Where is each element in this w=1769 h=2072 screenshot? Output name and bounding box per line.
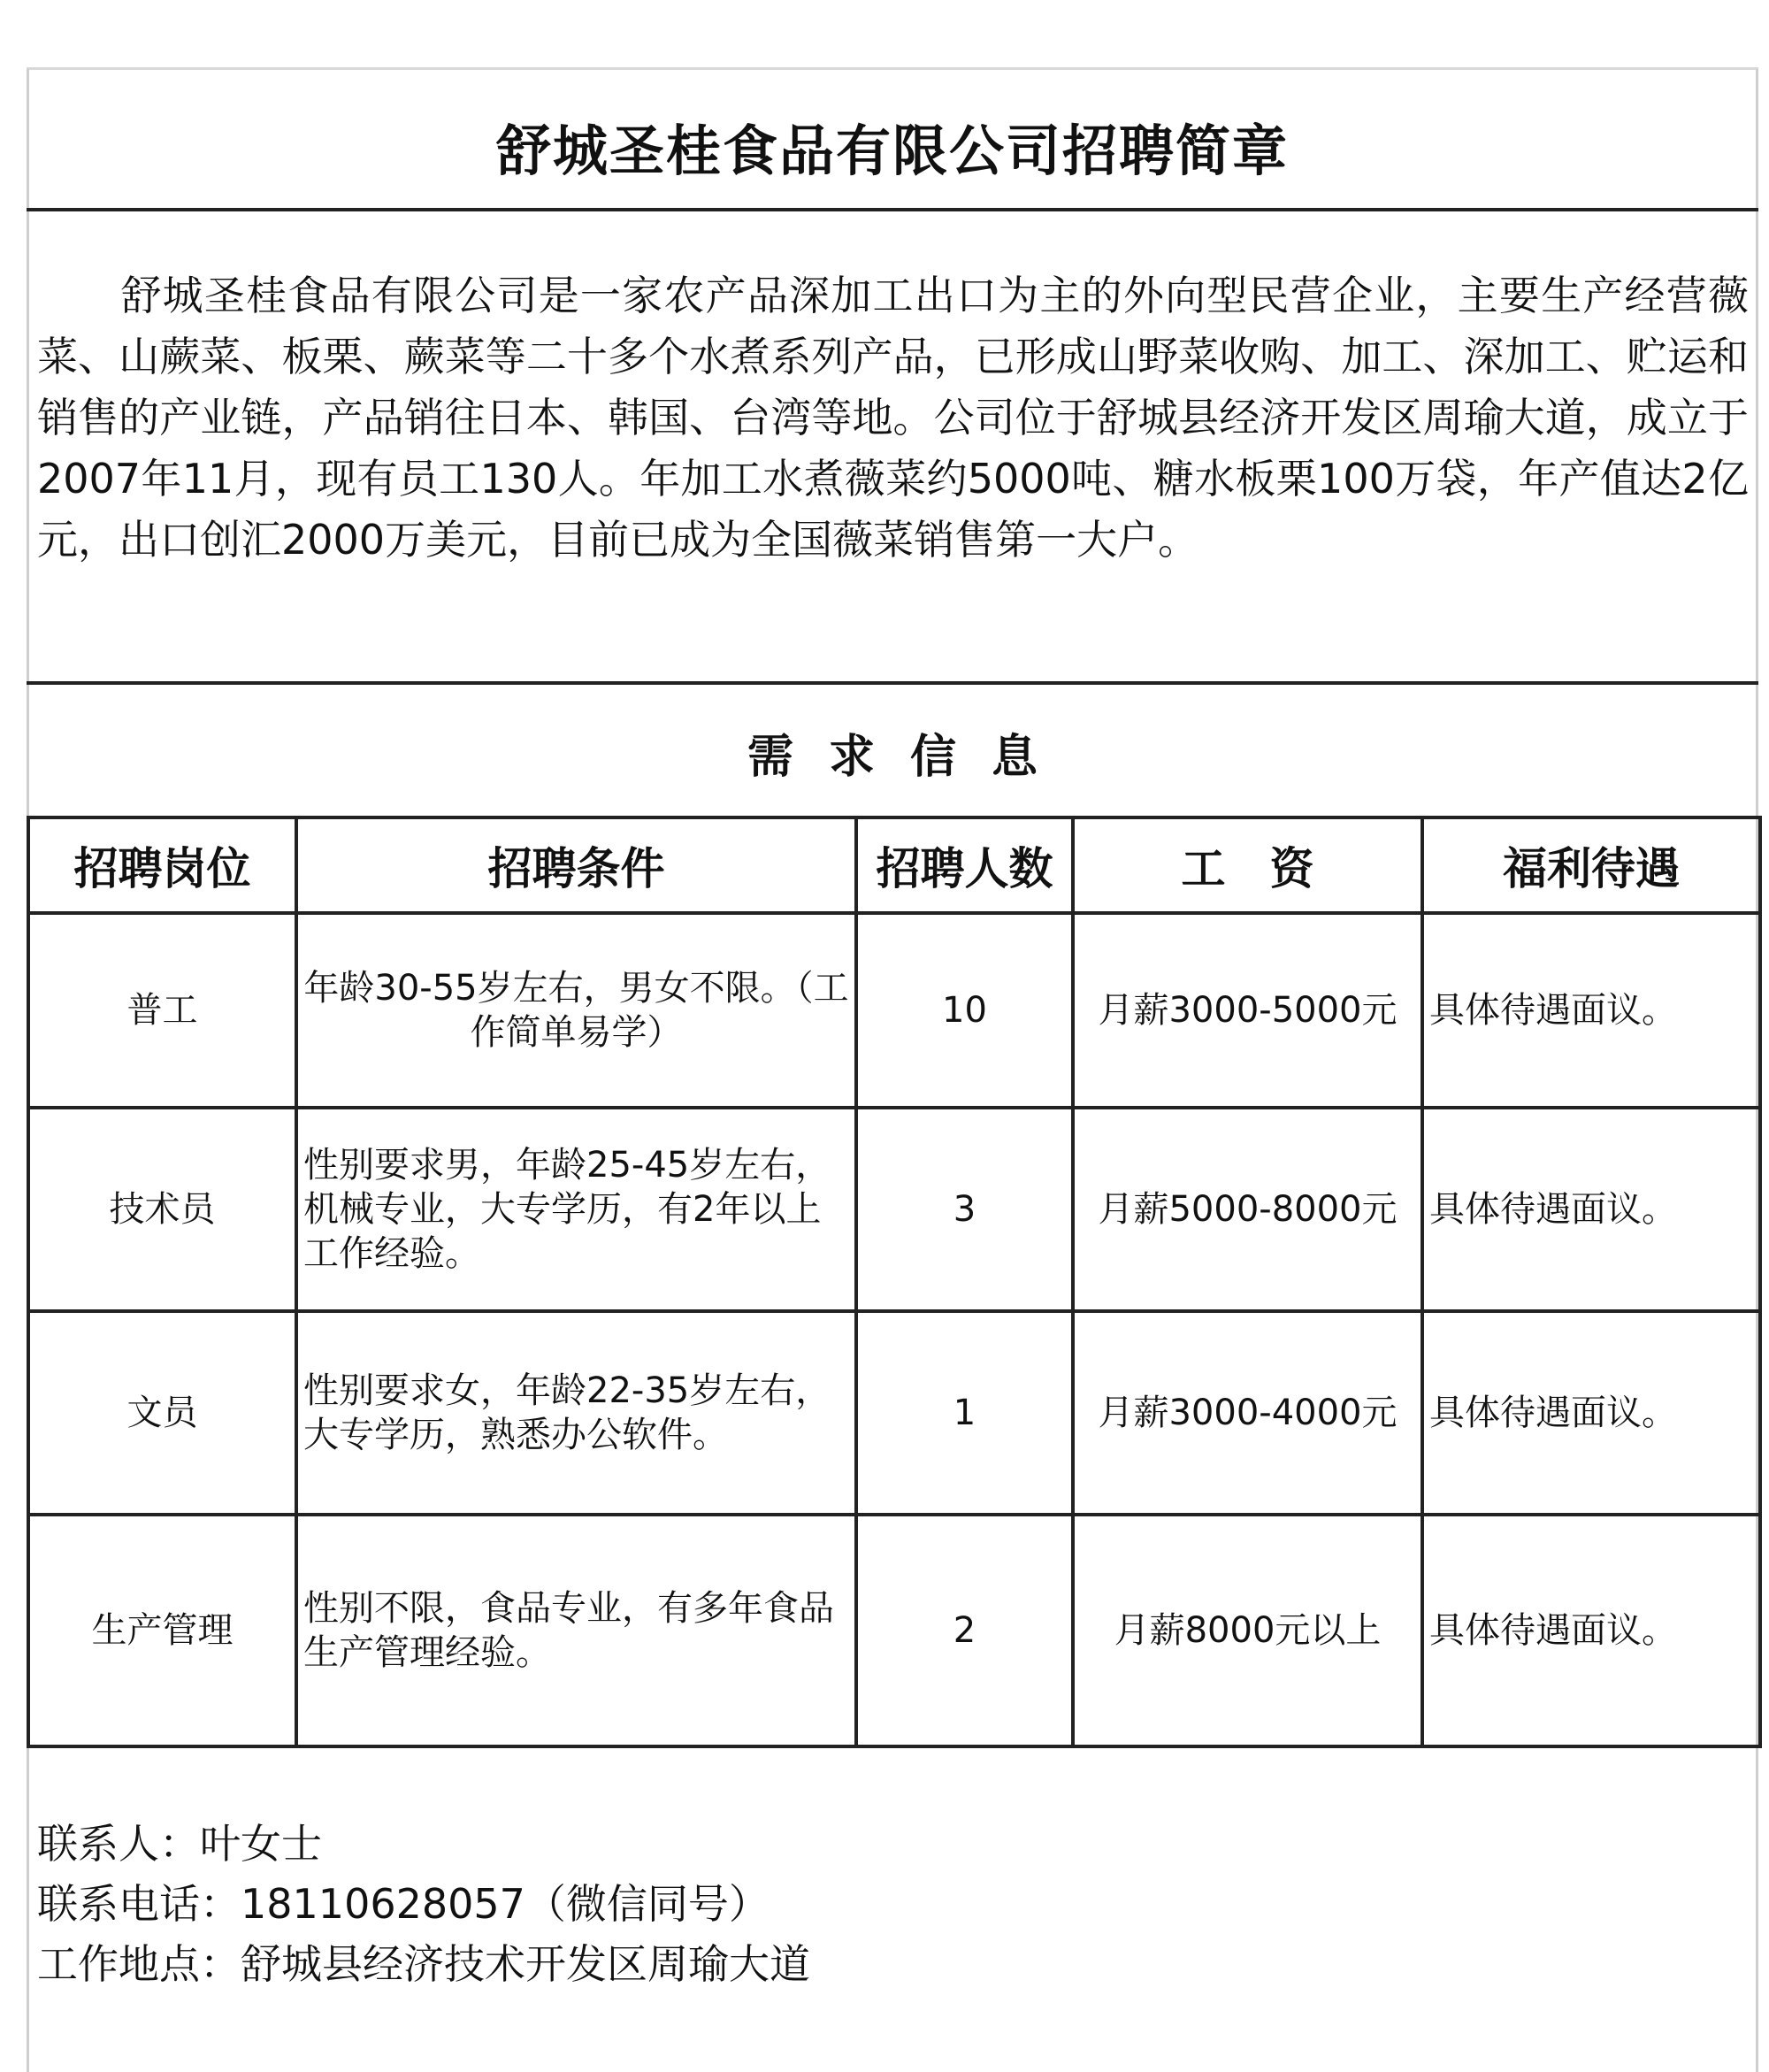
cell-salary: 月薪5000-8000元 xyxy=(1073,1108,1422,1311)
cell-requirements: 性别要求女，年龄22-35岁左右，大专学历，熟悉办公软件。 xyxy=(296,1311,856,1515)
divider xyxy=(27,208,1758,211)
header-count: 招聘人数 xyxy=(856,817,1073,913)
contact-info xyxy=(37,1814,810,1994)
contact-phone: 联系电话：18110628057（微信同号） xyxy=(37,1880,770,1928)
table-row xyxy=(28,1108,1760,1311)
table-row xyxy=(28,913,1760,1108)
cell-benefits: 具体待遇面议。 xyxy=(1422,1108,1760,1311)
cell-benefits: 具体待遇面议。 xyxy=(1422,1515,1760,1746)
section-title: 需求信息 xyxy=(747,730,1073,784)
cell-salary: 月薪3000-4000元 xyxy=(1073,1311,1422,1515)
cell-requirements: 性别不限，食品专业，有多年食品生产管理经验。 xyxy=(296,1515,856,1746)
cell-position: 文员 xyxy=(28,1311,296,1515)
jobs-table xyxy=(27,816,1762,1748)
cell-requirements: 性别要求男，年龄25-45岁左右，机械专业，大专学历，有2年以上工作经验。 xyxy=(296,1108,856,1311)
header-salary: 工 资 xyxy=(1073,817,1422,913)
cell-position: 普工 xyxy=(28,913,296,1108)
table-row xyxy=(28,1311,1760,1515)
company-introduction: 舒城圣桂食品有限公司是一家农产品深加工出口为主的外向型民营企业，主要生产经营薇菜、山蕨菜、板栗、蕨菜等二十多个水煮系列产品，已形成山野菜收购、加工、深加工、贮运和销售的产业链，产品销往日本、韩国、台湾等地。公司位于舒城县经济开发区周瑜大道，成立于2007年11月，现有员工130人。年加工水煮薇菜约5000吨、糖水板栗100万袋，年产值达2亿元，出口创汇2000万美元，目前已成为全国薇菜销售第一大户。 xyxy=(37,272,1749,564)
cell-position: 技术员 xyxy=(28,1108,296,1311)
cell-salary: 月薪3000-5000元 xyxy=(1073,913,1422,1108)
cell-benefits: 具体待遇面议。 xyxy=(1422,913,1760,1108)
cell-count: 3 xyxy=(856,1108,1073,1311)
cell-salary: 月薪8000元以上 xyxy=(1073,1515,1422,1746)
cell-position: 生产管理 xyxy=(28,1515,296,1746)
divider xyxy=(27,681,1758,685)
contact-person: 联系人：叶女士 xyxy=(37,1820,322,1868)
header-position: 招聘岗位 xyxy=(28,817,296,913)
cell-requirements: 年龄30-55岁左右，男女不限。（工作简单易学） xyxy=(296,913,856,1108)
work-location: 工作地点：舒城县经济技术开发区周瑜大道 xyxy=(37,1940,810,1988)
header-benefits: 福利待遇 xyxy=(1422,817,1760,913)
table-header-row xyxy=(28,817,1760,913)
cell-count: 2 xyxy=(856,1515,1073,1746)
page-title: 舒城圣桂食品有限公司招聘简章 xyxy=(495,118,1289,183)
cell-count: 10 xyxy=(856,913,1073,1108)
header-requirements: 招聘条件 xyxy=(296,817,856,913)
cell-count: 1 xyxy=(856,1311,1073,1515)
cell-benefits: 具体待遇面议。 xyxy=(1422,1311,1760,1515)
table-row xyxy=(28,1515,1760,1746)
